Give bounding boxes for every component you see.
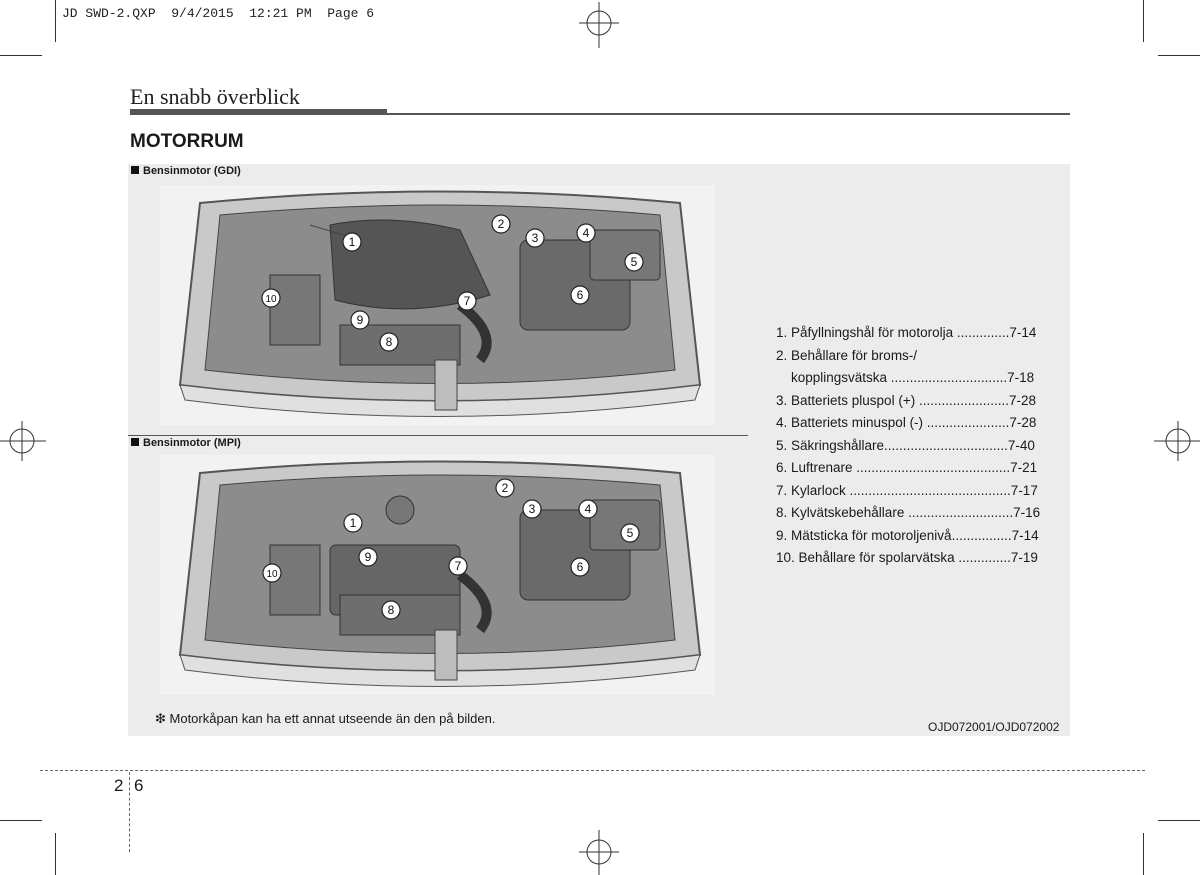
callout-10 (262, 289, 280, 307)
component-legend (776, 322, 1066, 570)
svg-text:2: 2 (501, 481, 509, 495)
figure-label-gdi: Bensinmotor (GDI) (131, 165, 241, 177)
callout-2 (492, 215, 510, 233)
section-title: En snabb överblick (130, 84, 300, 109)
svg-text:6: 6 (576, 560, 584, 574)
crop-mark (0, 55, 42, 56)
callout-9 (351, 311, 369, 329)
legend-item: 1. Påfyllningshål för motorolja ..............7-14 (776, 325, 1037, 340)
legend-item: 5. Säkringshållare.................................7-40 (776, 437, 1035, 453)
svg-text:10: 10 (265, 294, 277, 305)
registration-mark-icon (573, 2, 625, 48)
callouts-gdi (160, 185, 715, 425)
legend-item: 6. Luftrenare .........................................7-21 (776, 460, 1038, 475)
svg-text:3: 3 (528, 502, 536, 516)
callout-3 (526, 229, 544, 247)
crop-mark (1143, 833, 1144, 875)
svg-text:10: 10 (266, 569, 278, 580)
svg-text:6: 6 (576, 288, 584, 302)
chapter-number: 2 (114, 776, 124, 795)
legend-item-continued: kopplingsvätska ...............................7-18 (776, 370, 1035, 385)
footer-rule (40, 770, 1145, 771)
callout-7 (449, 557, 467, 575)
crop-mark (1158, 820, 1200, 821)
footer-rule-vertical (129, 772, 130, 852)
footnote: ❇ Motorkåpan kan ha ett annat utseende än den på bilden. (155, 711, 496, 726)
legend-item: 9. Mätsticka för motoroljenivå................7-14 (776, 527, 1039, 543)
callout-1 (344, 514, 362, 532)
legend-item: 3. Batteriets pluspol (+) ........................7-28 (776, 392, 1036, 408)
svg-text:2: 2 (497, 217, 505, 231)
legend-item: 4. Batteriets minuspol (-) ......................7-28 (776, 415, 1037, 430)
crop-mark (1143, 0, 1144, 42)
header-rule (387, 113, 1070, 115)
header-rule (130, 109, 387, 115)
svg-text:8: 8 (385, 335, 393, 349)
page-number: 6 (134, 776, 144, 795)
callout-6 (571, 286, 589, 304)
callout-1 (343, 233, 361, 251)
callout-9 (359, 548, 377, 566)
svg-text:4: 4 (584, 502, 592, 516)
registration-mark-icon (573, 830, 625, 875)
image-code: OJD072001/OJD072002 (928, 720, 1060, 734)
callouts-mpi (160, 455, 715, 695)
crop-mark (55, 833, 56, 875)
callout-8 (380, 333, 398, 351)
crop-mark (1158, 55, 1200, 56)
legend-item: 8. Kylvätskebehållare ............................7-16 (776, 505, 1041, 520)
svg-text:5: 5 (626, 526, 634, 540)
figure-divider (128, 435, 748, 436)
callout-10 (263, 564, 281, 582)
callout-5 (625, 253, 643, 271)
svg-text:4: 4 (582, 226, 590, 240)
svg-text:7: 7 (463, 294, 471, 308)
callout-4 (577, 224, 595, 242)
svg-text:3: 3 (531, 231, 539, 245)
figure-label-mpi: Bensinmotor (MPI) (131, 437, 241, 449)
registration-mark-icon (0, 415, 46, 467)
callout-4 (579, 500, 597, 518)
svg-text:1: 1 (348, 235, 356, 249)
svg-text:7: 7 (454, 559, 462, 573)
svg-text:9: 9 (356, 313, 364, 327)
callout-2 (496, 479, 514, 497)
legend-item: 2. Behållare för broms-/ (776, 347, 918, 363)
legend-item: 7. Kylarlock ...........................................7-17 (776, 482, 1038, 498)
legend-item: 10. Behållare för spolarvätska ..............7-19 (776, 550, 1038, 565)
crop-mark (0, 820, 42, 821)
svg-text:5: 5 (630, 255, 638, 269)
registration-mark-icon (1154, 415, 1200, 467)
svg-text:9: 9 (364, 550, 372, 564)
svg-text:1: 1 (349, 516, 357, 530)
callout-5 (621, 524, 639, 542)
callout-6 (571, 558, 589, 576)
crop-mark (55, 0, 56, 42)
svg-text:8: 8 (387, 603, 395, 617)
callout-7 (458, 292, 476, 310)
print-slug: JD SWD-2.QXP 9/4/2015 12:21 PM Page 6 (62, 6, 375, 21)
callout-3 (523, 500, 541, 518)
callout-8 (382, 601, 400, 619)
page-heading: MOTORRUM (130, 131, 244, 152)
